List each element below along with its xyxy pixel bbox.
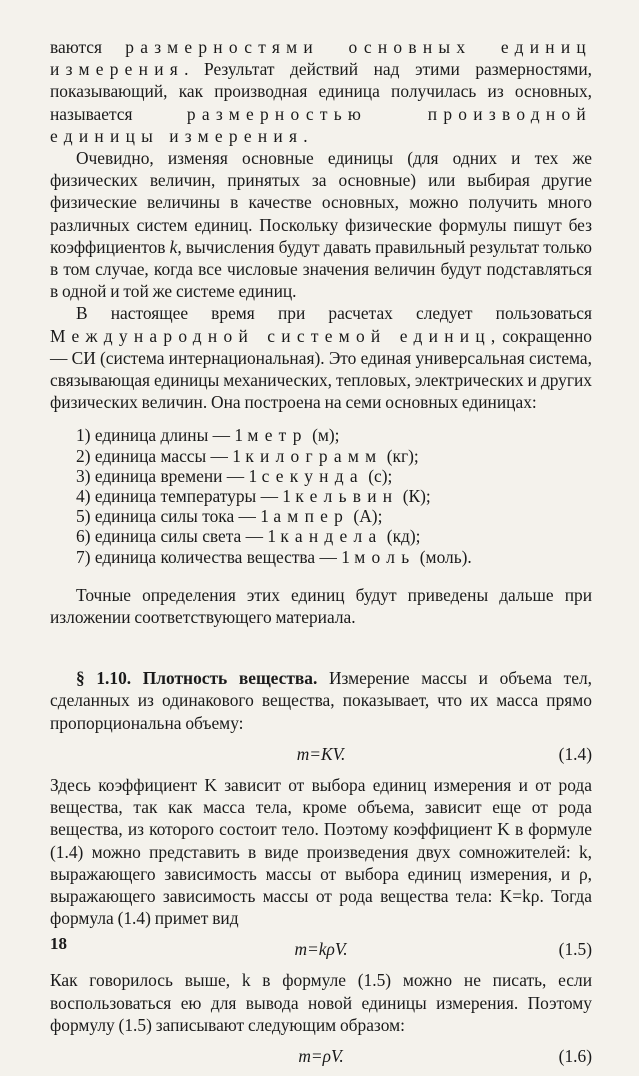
formula-expression: m=ρV. (298, 1045, 344, 1066)
unit-prefix: 4) единица температуры — 1 (76, 486, 296, 507)
unit-name: метр (247, 425, 308, 446)
text-run: ваются (50, 37, 126, 57)
unit-name: кельвин (295, 486, 399, 507)
term-international-system: Международной системой единиц (50, 325, 491, 346)
formula-number: (1.4) (558, 743, 592, 764)
unit-name: моль (354, 546, 416, 567)
text-run: . Результат действий над этими размерностями, показывающий, как производная единица получилась из основных, называется (50, 59, 592, 124)
paragraph-coefficient: Здесь коэффициент K зависит от выбора единиц измерения и от рода вещества, так как масса тела, кроме объема, зависит еще от рода вещества, из которого состоит тело. Поэтому коэффициент K в формуле (1.4) можно представить в виде произведения двух сомножителей: k, выражающего зависимость массы от выбора единиц измерения, и ρ, выражающего зависимость массы от рода вещества тела: K=kρ. Тогда формула (1.4) примет вид (50, 774, 592, 929)
unit-prefix: 3) единица времени — 1 (76, 465, 262, 486)
paragraph-section-density (50, 667, 592, 734)
formula-1-6 (50, 1036, 592, 1076)
text-run: Измерение массы и объема тел, сделанных из одинакового вещества, показывает, что их масса прямо пропорциональна объему: (50, 668, 593, 733)
unit-name: секунда (261, 465, 364, 486)
paragraph-definitions-note: Точные определения этих единиц будут приведены дальше при изложении соответствующего материала. (50, 584, 592, 628)
unit-suffix: (моль). (415, 546, 472, 567)
formula-number: (1.5) (558, 939, 592, 960)
spacer (50, 628, 592, 667)
text-run: . (303, 125, 308, 146)
unit-prefix: 5) единица силы тока — 1 (76, 506, 274, 527)
unit-name: ампер (273, 506, 350, 527)
unit-prefix: 7) единица количества вещества — 1 (76, 546, 355, 567)
list-item (76, 425, 592, 445)
unit-suffix: (А); (349, 506, 383, 527)
list-item (76, 446, 592, 466)
spacer (50, 567, 592, 584)
formula-expression: m=KV. (296, 743, 346, 764)
formula-1-5 (50, 929, 592, 969)
text-run: , вычисления будут давать правильный результат только в том случае, когда все числовые значения величин будут подставляться в одной и той же системе единиц. (50, 236, 592, 302)
unit-prefix: 1) единица длины — 1 (76, 425, 248, 446)
list-item (76, 526, 592, 546)
unit-prefix: 6) единица силы света — 1 (76, 526, 281, 547)
paragraph-final-form: Как говорилось выше, k в формуле (1.5) можно не писать, если воспользоваться ею для вывода новой единицы измерения. Поэтому формулу (1.5) записывают следующим образом: (50, 970, 592, 1035)
formula-1-4 (50, 734, 592, 774)
list-item (76, 547, 592, 567)
list-item (76, 466, 592, 486)
page-number: 18 (50, 934, 67, 953)
unit-name: кандела (280, 526, 383, 547)
text-run: В настоящее время при расчетах следует пользоваться (76, 303, 592, 324)
formula-expression: m=kρV. (294, 939, 348, 960)
text-run: , сокращенно — СИ (система интернациональная). Это единая универсальная система, связывающая единицы механических, тепловых, электрических и других физических величин. Она построена на семи основных единицах: (50, 325, 592, 413)
unit-prefix: 2) единица массы — 1 (76, 445, 246, 466)
unit-suffix: (кг); (382, 445, 419, 466)
paragraph-si-system (50, 302, 592, 413)
base-units-list (50, 425, 592, 566)
paragraph-dimensions (50, 36, 592, 147)
unit-suffix: (м); (307, 425, 340, 446)
paragraph-unit-systems (50, 147, 592, 302)
text-run: Очевидно, изменяя основные единицы (для одних и тех же физических величин, принятых за основные) или выбирая другие физические величины в качестве основных, можно получить много различных систем единиц. Поскольку физические формулы пишут без коэффициентов (50, 148, 592, 257)
term-base-dimensions: размерностями основных единиц измерения (50, 37, 592, 80)
list-item (76, 506, 592, 526)
formula-number: (1.6) (558, 1045, 592, 1066)
unit-suffix: (К); (398, 486, 431, 507)
unit-suffix: (кд); (382, 526, 421, 547)
unit-name: килограмм (245, 445, 383, 466)
variable-k: k (169, 236, 178, 257)
term-derived-dimension: размерностью производной единицы измерения (50, 103, 592, 146)
list-item (76, 486, 592, 506)
section-title: § 1.10. Плотность вещества. (76, 668, 318, 689)
unit-suffix: (с); (363, 465, 393, 486)
